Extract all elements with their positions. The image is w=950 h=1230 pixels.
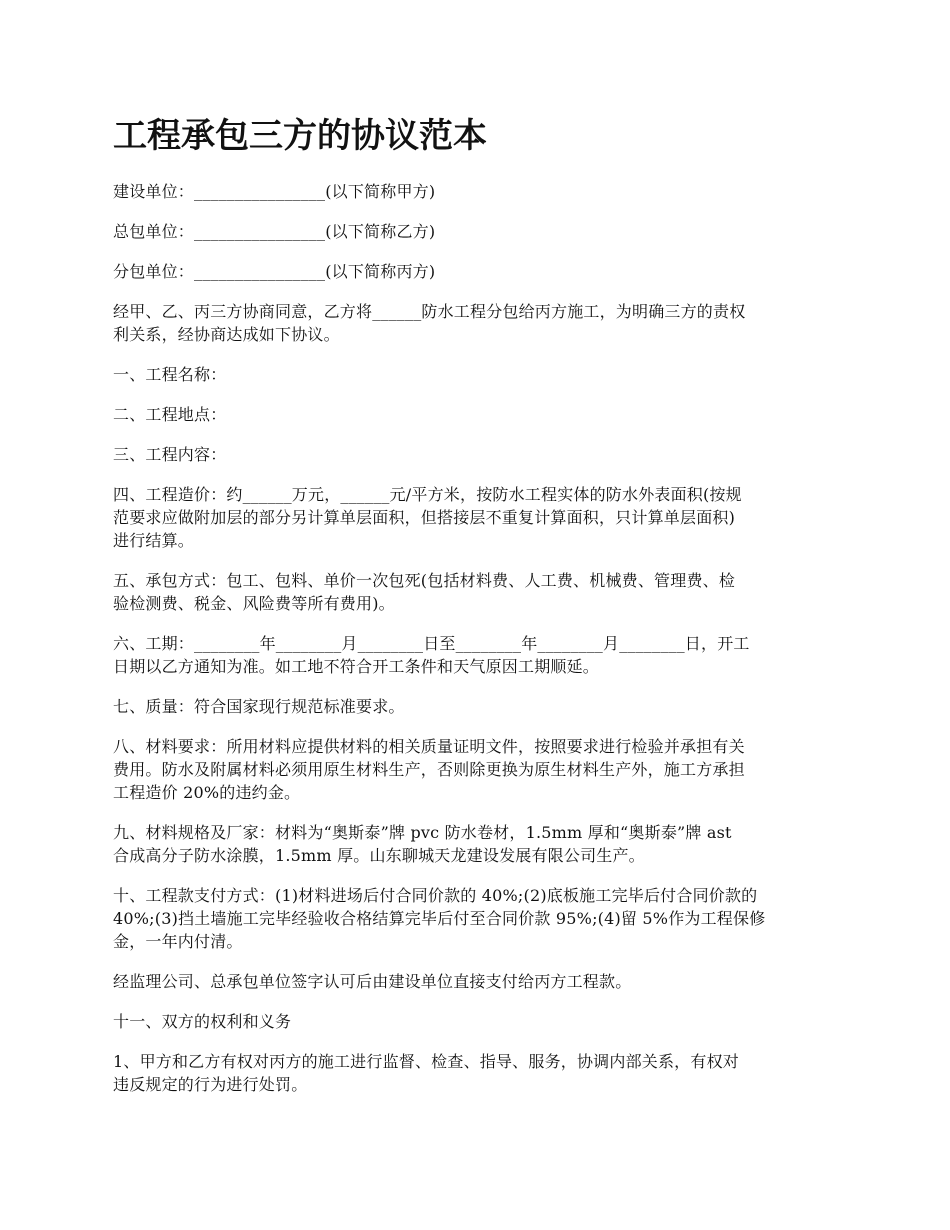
paragraph-line: 验检测费、税金、风险费等所有费用)。 [113,594,395,613]
paragraph-line: 40%;(3)挡土墙施工完毕经验收合格结算完毕后付至合同价款 95%;(4)留 5%作为工程保修 [113,909,766,928]
paragraph [113,569,840,615]
paragraph [113,821,840,867]
paragraph-line: 利关系，经协商达成如下协议。 [113,325,340,344]
paragraph-line: 十一、双方的权利和义务 [113,1012,292,1031]
paragraph-line: 1、甲方和乙方有权对丙方的施工进行监督、检查、指导、服务，协调内部关系，有权对 [113,1052,739,1071]
document-title: 工程承包三方的协议范本 [113,116,487,156]
paragraph [113,180,840,203]
paragraph-line: 五、承包方式：包工、包料、单价一次包死(包括材料费、人工费、机械费、管理费、检 [113,571,736,590]
paragraph-line: 七、质量：符合国家现行规范标准要求。 [113,697,405,716]
paragraph-line: 四、工程造价：约______万元，______元/平方米，按防水工程实体的防水外表面积(按规 [113,485,742,504]
paragraph-line: 违反规定的行为进行处罚。 [113,1075,308,1094]
paragraph-line: 分包单位：________________(以下简称丙方) [113,262,436,281]
paragraph [113,735,840,804]
paragraph-line: 合成高分子防水涂膜，1.5mm 厚。山东聊城天龙建设发展有限公司生产。 [113,846,645,865]
paragraph-line: 三、工程内容： [113,445,227,464]
paragraph [113,300,840,346]
paragraph-line: 费用。防水及附属材料必须用原生材料生产，否则除更换为原生材料生产外，施工方承担 [113,760,745,779]
paragraph-line: 二、工程地点： [113,405,227,424]
paragraph-line: 经监理公司、总承包单位签字认可后由建设单位直接支付给丙方工程款。 [113,972,632,991]
document-body [113,180,840,1096]
paragraph [113,260,840,283]
paragraph [113,220,840,243]
paragraph [113,483,840,552]
paragraph [113,1050,840,1096]
paragraph [113,632,840,678]
paragraph-line: 总包单位：________________(以下简称乙方) [113,222,436,241]
paragraph [113,970,840,993]
paragraph-line: 十、工程款支付方式：(1)材料进场后付合同价款的 40%;(2)底板施工完毕后付合同价款的 [113,886,758,905]
paragraph [113,363,840,386]
paragraph [113,443,840,466]
document-page [113,112,840,1113]
paragraph-line: 金，一年内付清。 [113,932,243,951]
paragraph-line: 建设单位：________________(以下简称甲方) [113,182,436,201]
paragraph-line: 六、工期：________年________月________日至________年________月________日，开工 [113,634,750,653]
paragraph-line: 工程造价 20%的违约金。 [113,783,301,802]
paragraph-line: 经甲、乙、丙三方协商同意，乙方将______防水工程分包给丙方施工，为明确三方的责权 [113,302,746,321]
paragraph [113,884,840,953]
paragraph-line: 范要求应做附加层的部分另计算单层面积，但搭接层不重复计算面积，只计算单层面积) [113,508,736,527]
paragraph-line: 日期以乙方通知为准。如工地不符合开工条件和天气原因工期顺延。 [113,657,600,676]
paragraph [113,403,840,426]
paragraph [113,695,840,718]
paragraph-line: 进行结算。 [113,531,195,550]
paragraph [113,1010,840,1033]
paragraph-line: 八、材料要求：所用材料应提供材料的相关质量证明文件，按照要求进行检验并承担有关 [113,737,745,756]
paragraph-line: 一、工程名称： [113,365,227,384]
paragraph-line: 九、材料规格及厂家：材料为“奥斯泰”牌 pvc 防水卷材，1.5mm 厚和“奥斯泰”牌 ast [113,823,732,842]
